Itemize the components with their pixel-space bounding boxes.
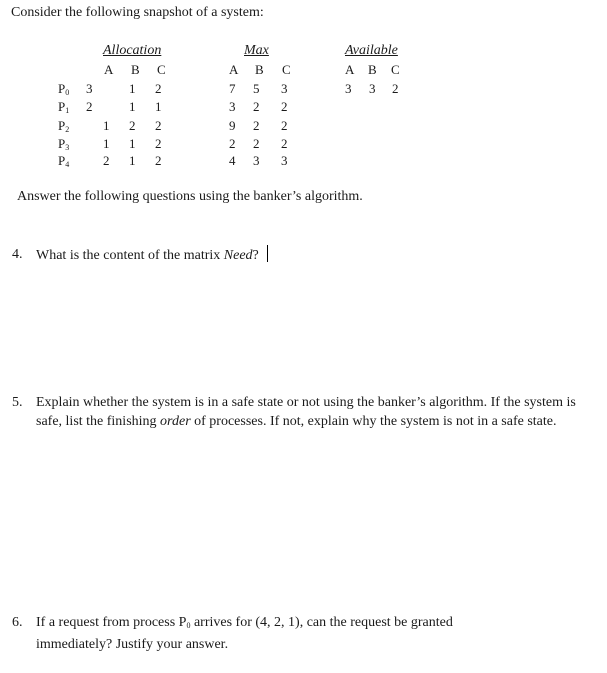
- col-letter: C: [282, 62, 291, 77]
- process-label: $P_0$: [58, 81, 70, 97]
- allocation-cell: 2: [155, 81, 162, 96]
- allocation-cell: 2: [129, 118, 136, 133]
- allocation-header: Allocation: [103, 43, 162, 58]
- col-letter: B: [131, 62, 140, 77]
- allocation-cell: 2: [155, 136, 162, 151]
- max-cell: 2: [229, 136, 236, 151]
- allocation-cell: 1: [129, 81, 136, 96]
- question-text: What is the content of the matrix Need?: [36, 245, 268, 265]
- need-emphasis: Need: [223, 248, 253, 263]
- col-letter: B: [368, 62, 377, 77]
- col-letter: B: [255, 62, 264, 77]
- available-cell: 3: [369, 81, 376, 96]
- allocation-cell: 2: [86, 99, 93, 114]
- question-number: 5.: [12, 395, 23, 410]
- available-cell: 3: [345, 81, 352, 96]
- intro-text: Consider the following snapshot of a system:: [11, 5, 264, 20]
- col-letter: A: [345, 62, 355, 77]
- available-header: Available: [345, 43, 398, 58]
- question-text: Explain whether the system is in a safe state or not using the banker’s algorithm. If the system is safe, list the finishing order of processes. If not, explain why the system is not in a safe state.: [36, 395, 576, 429]
- max-cell: 3: [281, 153, 288, 168]
- allocation-cell: 1: [155, 99, 162, 114]
- max-cell: 2: [281, 136, 288, 151]
- process-label: $P_4$: [58, 153, 70, 169]
- allocation-cell: 3: [86, 81, 93, 96]
- allocation-cell: 1: [129, 153, 136, 168]
- max-cell: 2: [281, 99, 288, 114]
- question-4: [12, 245, 592, 265]
- max-cell: 5: [253, 81, 260, 96]
- max-cell: 2: [253, 136, 260, 151]
- allocation-cell: 2: [155, 153, 162, 168]
- max-cell: 4: [229, 153, 236, 168]
- allocation-cell: 1: [103, 118, 110, 133]
- process-label: $P_1$: [58, 99, 70, 115]
- available-cell: 2: [392, 81, 399, 96]
- max-cell: 2: [253, 118, 260, 133]
- col-letter: C: [391, 62, 400, 77]
- allocation-cell: 2: [103, 153, 110, 168]
- col-letter: C: [157, 62, 166, 77]
- max-cell: 3: [229, 99, 236, 114]
- question-6: [12, 613, 572, 653]
- instruction-text: Answer the following questions using the banker’s algorithm.: [17, 189, 363, 204]
- allocation-cell: 2: [155, 118, 162, 133]
- question-number: 4.: [12, 247, 23, 262]
- max-cell: 2: [253, 99, 260, 114]
- text-cursor[interactable]: [267, 245, 268, 262]
- max-cell: 3: [253, 153, 260, 168]
- max-cell: 9: [229, 118, 236, 133]
- col-letter: A: [104, 62, 114, 77]
- max-cell: 2: [281, 118, 288, 133]
- question-text: If a request from process $P_0$ arrives for (4, 2, 1), can the request be granted immediately? Justify your answer.: [36, 615, 453, 652]
- order-emphasis: order: [160, 414, 191, 429]
- allocation-cell: 1: [103, 136, 110, 151]
- question-5: [12, 393, 604, 453]
- question-number: 6.: [12, 615, 23, 630]
- max-header: Max: [244, 43, 269, 58]
- max-cell: 3: [281, 81, 288, 96]
- process-label: $P_2$: [58, 118, 70, 134]
- col-letter: A: [229, 62, 239, 77]
- process-label: $P_3$: [58, 136, 70, 152]
- allocation-cell: 1: [129, 136, 136, 151]
- allocation-cell: 1: [129, 99, 136, 114]
- max-cell: 7: [229, 81, 236, 96]
